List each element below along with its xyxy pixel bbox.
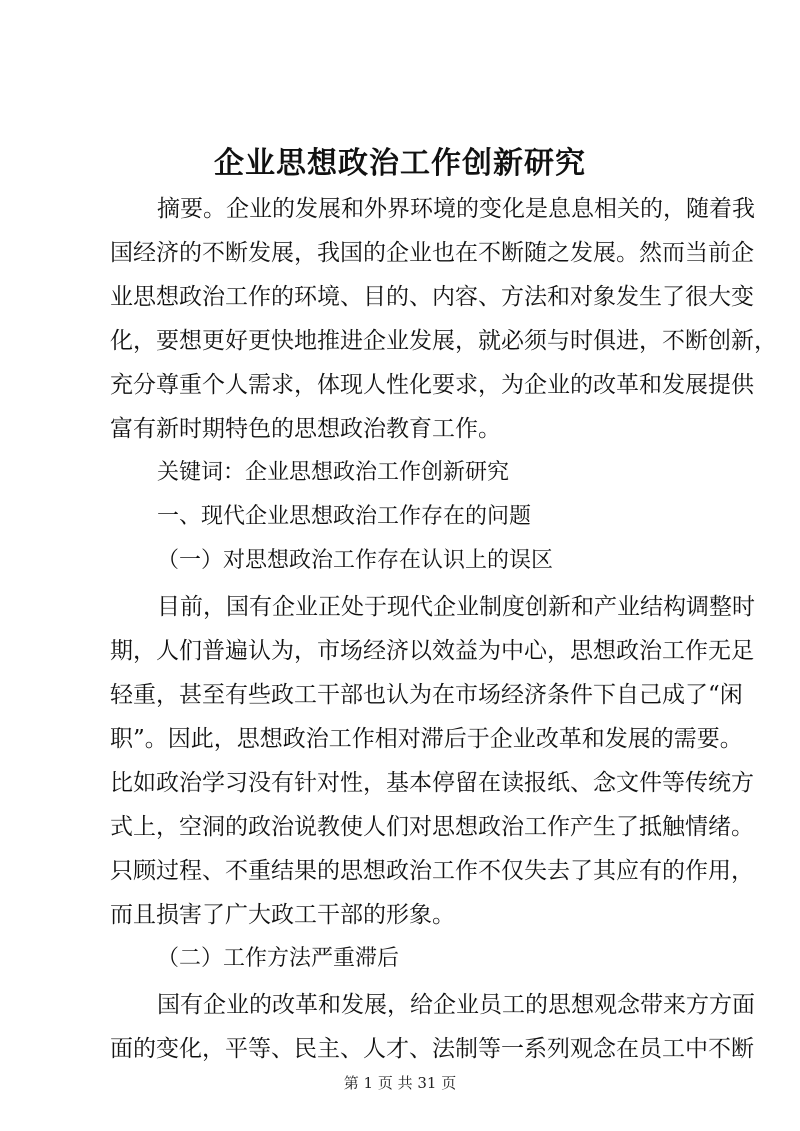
paragraph-line: 轻重，甚至有些政工干部也认为在市场经济条件下自己成了“闲 — [110, 682, 743, 708]
keywords: 关键词：企业思想政治工作创新研究 — [157, 460, 510, 485]
abstract-line: 业思想政治工作的环境、目的、内容、方法和对象发生了很大变 — [110, 284, 754, 310]
section-heading: 一、现代企业思想政治工作存在的问题 — [157, 504, 532, 529]
abstract-line: 摘要。企业的发展和外界环境的变化是息息相关的，随着我 — [157, 196, 755, 222]
page-number-footer: 第 1 页 共 31 页 — [343, 1074, 457, 1092]
document-title: 企业思想政治工作创新研究 — [214, 146, 586, 181]
abstract-line: 国经济的不断发展，我国的企业也在不断随之发展。然而当前企 — [110, 240, 754, 266]
paragraph-line: 职”。因此，思想政治工作相对滞后于企业改革和发展的需要。 — [110, 726, 743, 752]
paragraph-line: 目前，国有企业正处于现代企业制度创新和产业结构调整时 — [157, 594, 755, 620]
paragraph-line: 面的变化，平等、民主、人才、法制等一系列观念在员工中不断 — [110, 1036, 754, 1062]
paragraph-line: 国有企业的改革和发展，给企业员工的思想观念带来方方面 — [157, 992, 755, 1018]
paragraph-line: 期，人们普遍认为，市场经济以效益为中心，思想政治工作无足 — [110, 638, 754, 664]
subsection-heading: （一）对思想政治工作存在认识上的误区 — [157, 548, 554, 573]
abstract-line: 富有新时期特色的思想政治教育工作。 — [110, 416, 501, 442]
paragraph-line: 比如政治学习没有针对性，基本停留在读报纸、念文件等传统方 — [110, 770, 754, 796]
paragraph-line: 只顾过程、不重结果的思想政治工作不仅失去了其应有的作用， — [110, 858, 754, 884]
abstract-line: 充分尊重个人需求，体现人性化要求，为企业的改革和发展提供 — [110, 372, 754, 398]
abstract-line: 化，要想更好更快地推进企业发展，就必须与时俱进，不断创新， — [110, 328, 777, 354]
subsection-heading: （二）工作方法严重滞后 — [157, 946, 400, 971]
paragraph-line: 而且损害了广大政工干部的形象。 — [110, 902, 455, 928]
paragraph-line: 式上，空洞的政治说教使人们对思想政治工作产生了抵触情绪。 — [110, 814, 754, 840]
